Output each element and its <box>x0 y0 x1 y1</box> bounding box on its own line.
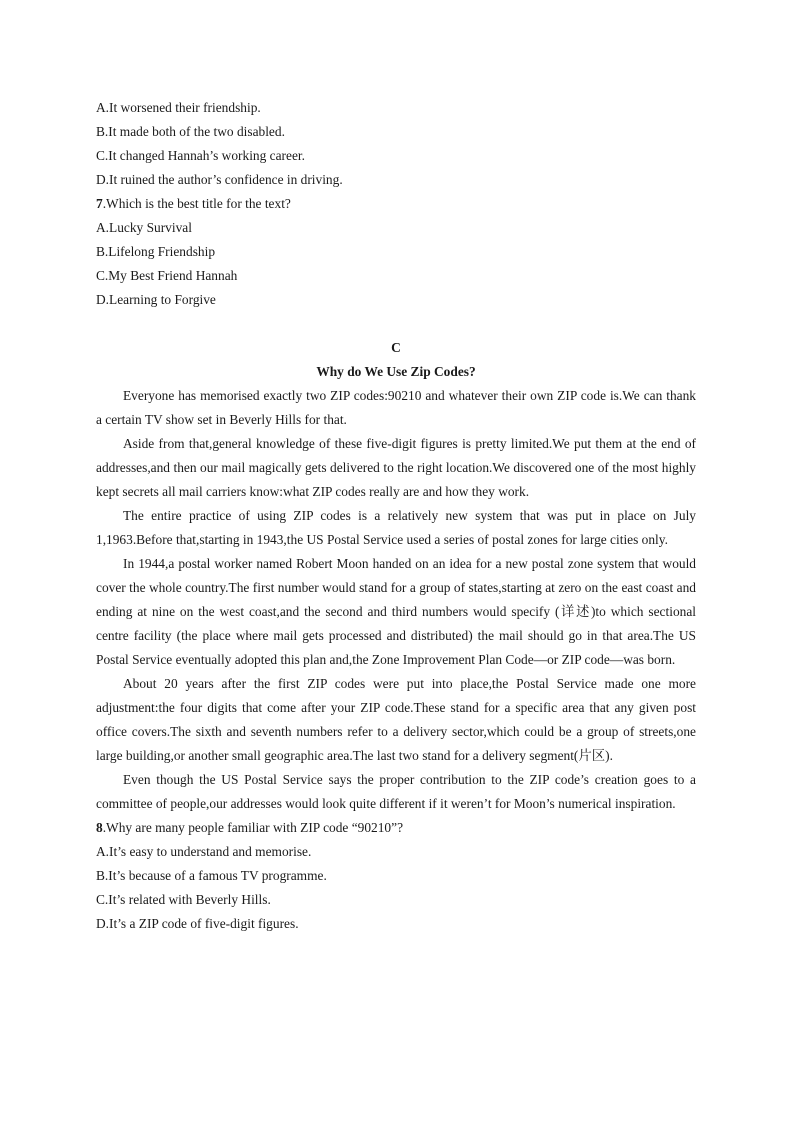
q8-option-d: D.It’s a ZIP code of five-digit figures. <box>96 916 299 931</box>
question-7 <box>96 192 696 216</box>
question-8-number: 8 <box>96 820 103 835</box>
section-letter: C <box>391 340 401 355</box>
q7-option-d: D.Learning to Forgive <box>96 292 216 307</box>
paragraph-6: Even though the US Postal Service says the proper contribution to the ZIP code’s creation goes to a committee of people,our addresses would look quite different if it weren’t for Moon’s numerical inspiration. <box>96 772 696 811</box>
section-spacer <box>96 312 696 336</box>
question-7-text: .Which is the best title for the text? <box>102 196 291 211</box>
paragraph-1: Everyone has memorised exactly two ZIP codes:90210 and whatever their own ZIP code is.We can thank a certain TV show set in Beverly Hills for that. <box>96 388 696 427</box>
prev-option-a: A.It worsened their friendship. <box>96 100 261 115</box>
q7-option-a: A.Lucky Survival <box>96 220 192 235</box>
prev-option-d: D.It ruined the author’s confidence in driving. <box>96 172 343 187</box>
prev-option-b: B.It made both of the two disabled. <box>96 124 285 139</box>
q7-option-b: B.Lifelong Friendship <box>96 244 216 259</box>
prev-option-c: C.It changed Hannah’s working career. <box>96 148 305 163</box>
question-8-text: .Why are many people familiar with ZIP code “90210”? <box>102 820 404 835</box>
paragraph-3: The entire practice of using ZIP codes is a relatively new system that was put in place on July 1,1963.Before that,starting in 1943,the US Postal Service used a series of postal zones for large cities only. <box>96 508 696 547</box>
q8-option-a: A.It’s easy to understand and memorise. <box>96 844 312 859</box>
question-7-number: 7 <box>96 196 103 211</box>
section-title: Why do We Use Zip Codes? <box>316 364 476 379</box>
q7-option-c: C.My Best Friend Hannah <box>96 268 238 283</box>
paragraph-4: In 1944,a postal worker named Robert Moon handed on an idea for a new postal zone system that would cover the whole country.The first number would stand for a group of states,starting at zero on the east coast and ending at nine on the west coast,and the second and third numbers would specify (详述)to which sectional centre facility (the place where mail gets processed and distributed) the mail should go in that area.The US Postal Service eventually adopted this plan and,the Zone Improvement Plan Code—or ZIP code—was born. <box>96 556 696 667</box>
q8-option-c: C.It’s related with Beverly Hills. <box>96 892 271 907</box>
document-page <box>96 96 696 936</box>
paragraph-5: About 20 years after the first ZIP codes were put into place,the Postal Service made one more adjustment:the four digits that come after your ZIP code.These stand for a specific area that any given post office covers.The sixth and seventh numbers refer to a delivery sector,which could be a group of streets,one large building,or another small geographic area.The last two stand for a delivery segment(片区). <box>96 676 696 763</box>
question-8 <box>96 816 696 840</box>
q8-option-b: B.It’s because of a famous TV programme. <box>96 868 327 883</box>
paragraph-2: Aside from that,general knowledge of these five-digit figures is pretty limited.We put them at the end of addresses,and then our mail magically gets delivered to the right location.We discovered one of the most highly kept secrets all mail carriers know:what ZIP codes really are and how they work. <box>96 436 696 499</box>
